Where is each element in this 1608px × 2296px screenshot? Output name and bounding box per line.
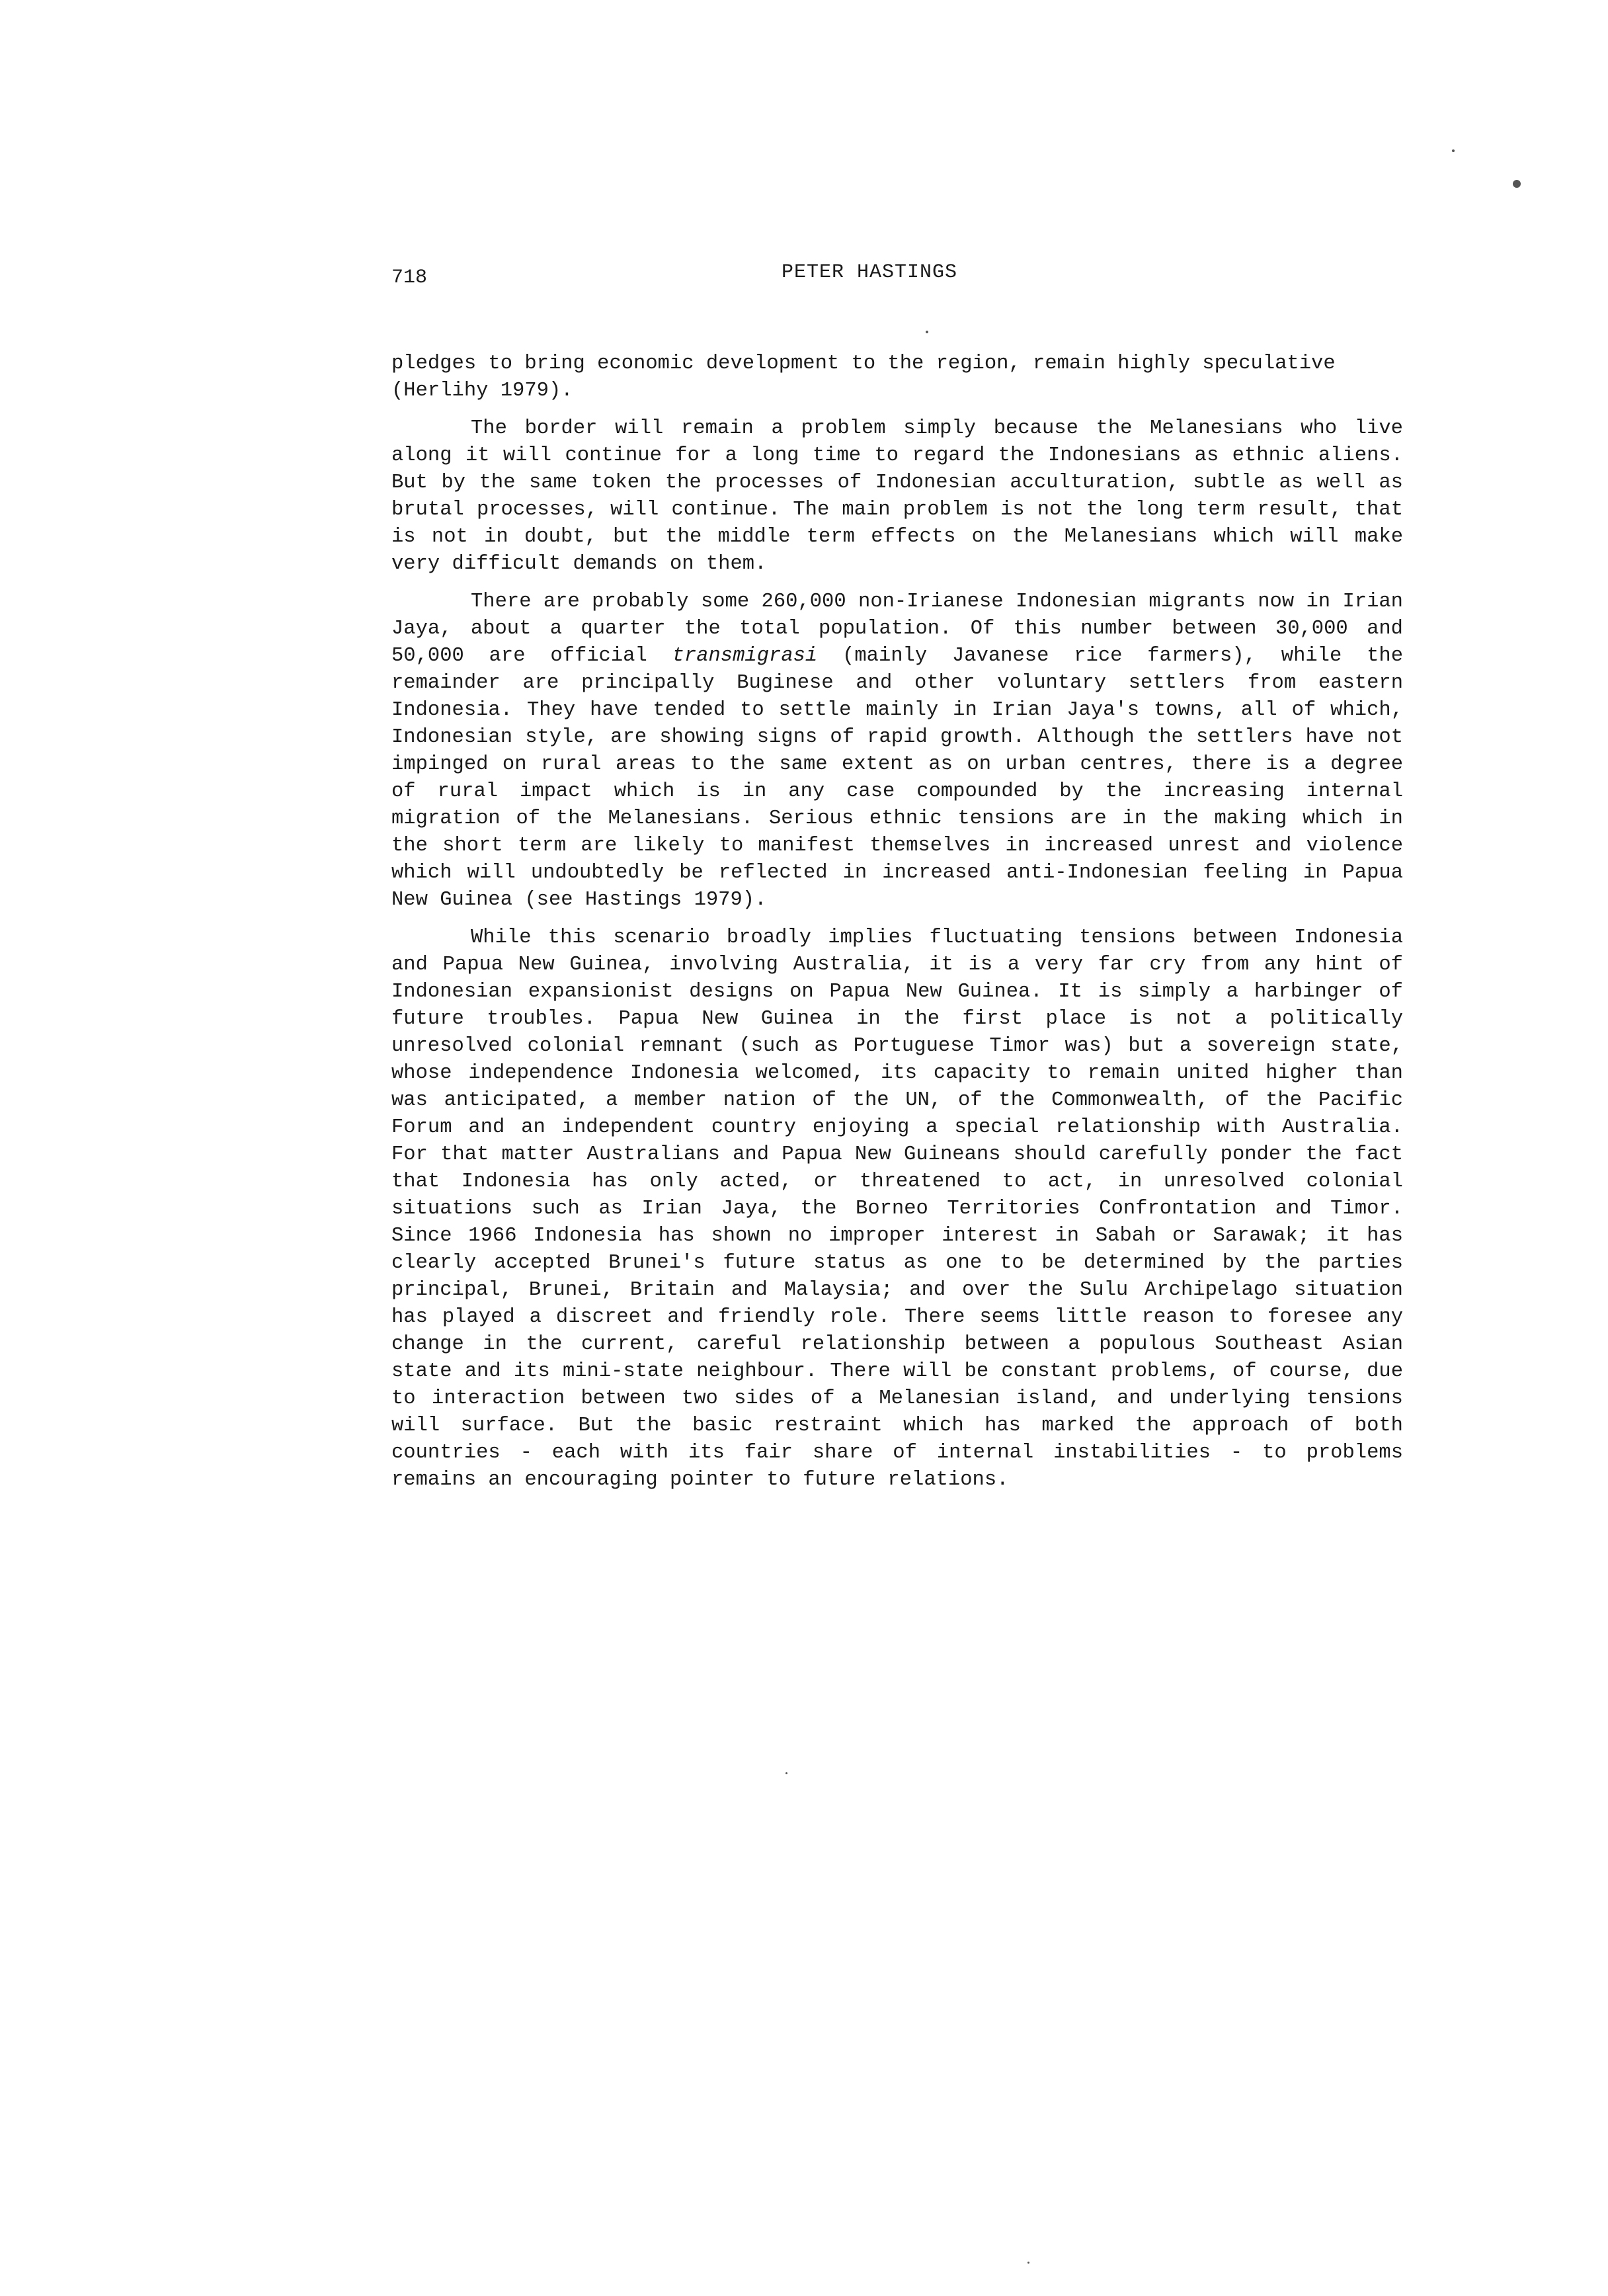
scan-speck bbox=[1027, 2262, 1029, 2264]
page-number: 718 bbox=[391, 266, 428, 289]
paragraph-continuation: pledges to bring economic development to the region, remain highly speculative (Herlihy 1979). bbox=[391, 352, 1336, 402]
scan-speck bbox=[785, 1772, 787, 1774]
paragraph-migrants-part-2: (mainly Javanese rice farmers), while the remainder are principally Buginese and other voluntary settlers from eastern Indonesia. They have tended to settle mainly in Irian Jaya's towns, all of which, Indonesian style, are showing signs of rapid growth. Although the settlers have not impinged on rural areas to the same extent as on urban centres, there is a degree of rural impact which is in any case compounded by the increasing internal migration of the Melanesians. Serious ethnic tensions are in the making which in the short term are likely to manifest themselves in increased unrest and violence which will undoubtedly be reflected in increased anti-Indonesian feeling in Papua New Guinea (see Hastings 1979). bbox=[391, 645, 1404, 911]
paragraph-scenario: While this scenario broadly implies fluctuating tensions between Indonesia and Papua New Guinea, involving Australia, it is a very far cry from any hint of Indonesian expansionist designs on Papua New Guinea. It is simply a harbinger of future troubles. Papua New Guinea in the first place is not a politically unresolved colonial remnant (such as Portuguese Timor was) but a sovereign state, whose independence Indonesia welcomed, its capacity to remain united higher than was anticipated, a member nation of the UN, of the Commonwealth, of the Pacific Forum and an independent country enjoying a special relationship with Australia. For that matter Australians and Papua New Guineans should carefully ponder the fact that Indonesia has only acted, or threatened to act, in unresolved colonial situations such as Irian Jaya, the Borneo Territories Confrontation and Timor. Since 1966 Indonesia has shown no improper interest in Sabah or Sarawak; it has clearly accepted Brunei's future status as one to be determined by the parties principal, Brunei, Britain and Malaysia; and over the Sulu Archipelago situation has played a discreet and friendly role. There seems little reason to foresee any change in the current, careful relationship between a populous Southeast Asian state and its mini-state neighbour. There will be constant problems, of course, due to interaction between two sides of a Melanesian island, and underlying tensions will surface. But the basic restraint which has marked the approach of both countries - each with its fair share of internal instabilities - to problems remains an encouraging pointer to future relations. bbox=[391, 926, 1403, 1491]
body-text bbox=[391, 350, 1403, 1504]
italic-term: transmigrasi bbox=[672, 645, 818, 667]
paragraph-migrants bbox=[391, 589, 1403, 914]
scan-speck bbox=[926, 331, 928, 333]
paragraph-migrants-part-1: There are probably some 260,000 non-Irianese Indonesian migrants now in Irian Jaya, about a quarter the total population. Of this number between 30,000 and 50,000 are official bbox=[391, 591, 1403, 667]
scan-speck bbox=[1513, 180, 1521, 188]
scan-speck bbox=[1452, 149, 1455, 152]
page-header bbox=[391, 261, 1396, 294]
paragraph-border-problem: The border will remain a problem simply because the Melanesians who live along it will continue for a long time to regard the Indonesians as ethnic aliens. But by the same token the processes of Indonesian acculturation, subtle as well as brutal processes, will continue. The main problem is not the long term result, that is not in doubt, but the middle term effects on the Melanesians which will make very difficult demands on them. bbox=[391, 417, 1403, 575]
running-head: PETER HASTINGS bbox=[782, 261, 958, 284]
